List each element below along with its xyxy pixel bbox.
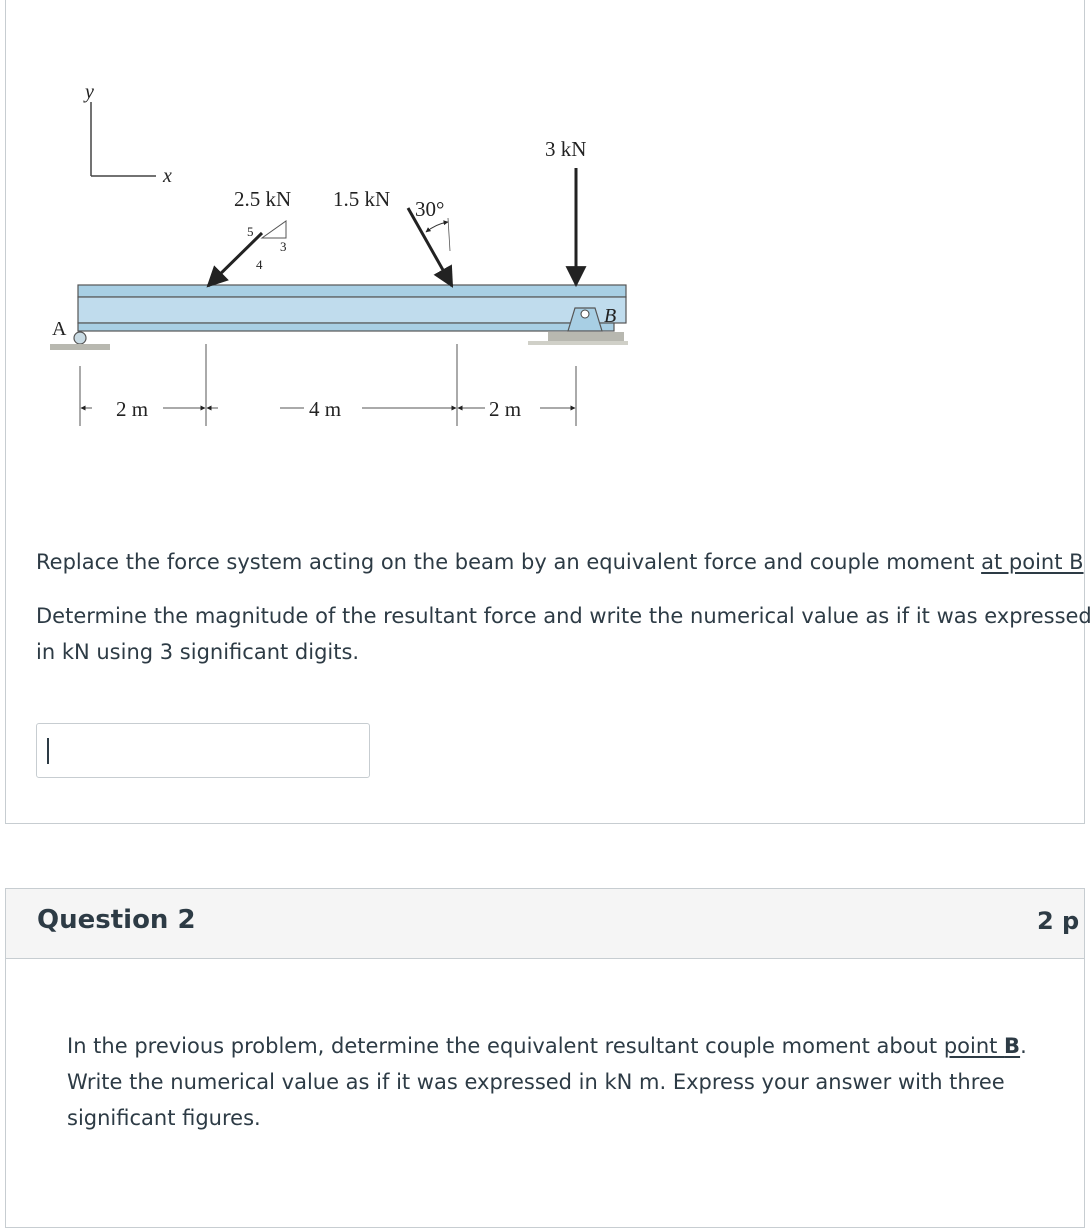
axis-y-label: y [85, 81, 94, 103]
question-1-prompt: Replace the force system acting on the beam by an equivalent force and couple moment at point B [36, 550, 1084, 574]
question-2-text: In the previous problem, determine the equivalent resultant couple moment about point B. Write the numerical value as if it was expressed in kN m. Express your answer with three significant figures. [67, 1034, 1027, 1130]
beam-diagram [30, 76, 650, 436]
force-1-5kn [333, 187, 452, 286]
slope-5-label: 5 [247, 224, 254, 239]
force-2-label: 1.5 kN [333, 187, 391, 211]
point-b-link-2[interactable]: point B [943, 1034, 1021, 1058]
force-1-label: 2.5 kN [234, 187, 292, 211]
beam [78, 285, 626, 331]
answer-input[interactable] [36, 723, 370, 778]
angle-label: 30° [415, 197, 445, 221]
support-a-label: A [52, 318, 67, 340]
support-b-label: B [604, 305, 617, 327]
question-2-card [5, 888, 1085, 1228]
slope-3-label: 3 [280, 239, 287, 254]
force-3kn [545, 137, 586, 285]
question-2-points: 2 p [1037, 907, 1080, 935]
point-b-link[interactable]: at point B [981, 550, 1084, 574]
question-2-header [6, 889, 1084, 959]
question-1-instruction-line1: Determine the magnitude of the resultant force and write the numerical value as if it was expressed [36, 604, 1092, 628]
coordinate-axes [83, 81, 172, 187]
question-1-instruction-line2: in kN using 3 significant digits. [36, 640, 360, 664]
dimension-1-label: 2 m [116, 397, 149, 421]
dimensions [80, 344, 576, 426]
text-cursor [47, 738, 49, 764]
dimension-3-label: 2 m [489, 397, 522, 421]
slope-4-label: 4 [256, 257, 263, 272]
question-2-title: Question 2 [37, 905, 196, 935]
dimension-2-label: 4 m [309, 397, 342, 421]
force-3-label: 3 kN [545, 137, 587, 161]
force-2-5kn [208, 187, 291, 286]
axis-x-label: x [163, 165, 172, 187]
